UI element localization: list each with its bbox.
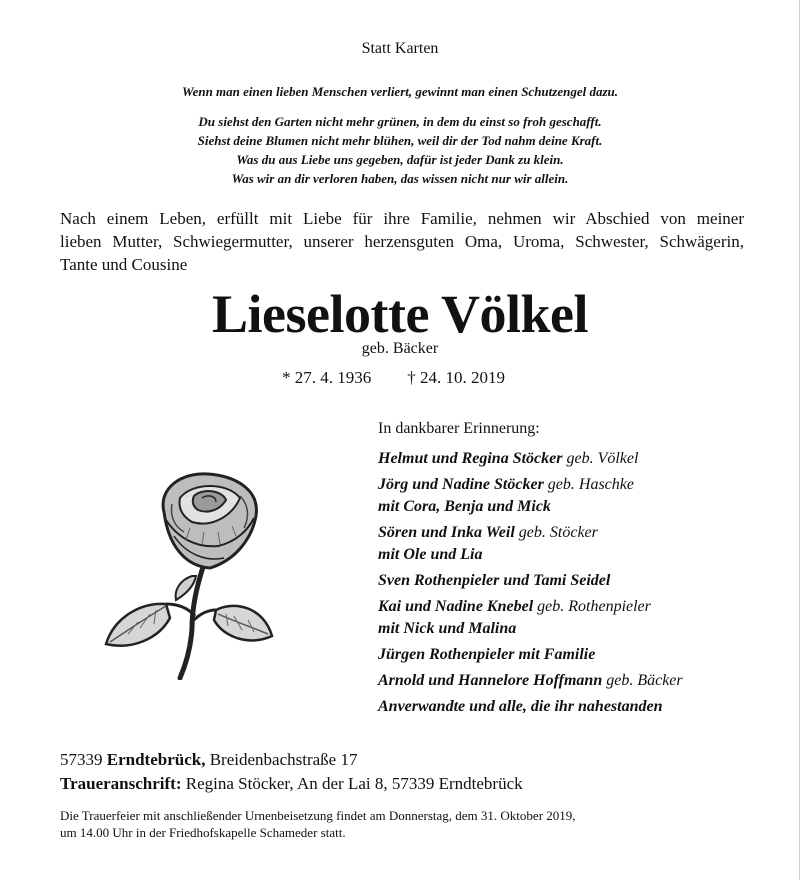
address-block (60, 748, 523, 796)
family-entry (378, 448, 778, 470)
intro-line: lieben Mutter, Schwiegermutter, unserer herzensguten Oma, Uroma, Schwester, Schwägerin, (60, 232, 744, 251)
death-date: † 24. 10. 2019 (407, 368, 505, 387)
maiden-name: geb. Bäcker (361, 340, 439, 357)
family-children: mit Cora, Benja und Mick (378, 498, 551, 515)
family-names: Arnold und Hannelore Hoffmann (378, 672, 603, 689)
town: Erndtebrück, (106, 750, 206, 769)
family-note: geb. Rothenpieler (533, 598, 651, 615)
rose-icon (100, 468, 300, 680)
poem-line: Was du aus Liebe uns gegeben, dafür ist jeder Dank zu klein. (236, 152, 564, 167)
street: Breidenbachstraße 17 (209, 750, 358, 769)
ceremony-line: Die Trauerfeier mit anschließender Urnenbeisetzung findet am Donnerstag, dem 31. Oktober 2019, (60, 808, 576, 823)
family-entry (378, 474, 778, 518)
family-names: Kai und Nadine Knebel (378, 598, 534, 615)
family-entry (378, 670, 778, 692)
family-note: geb. Völkel (562, 450, 639, 467)
zip-code: 57339 (60, 750, 103, 769)
family-entry (378, 696, 778, 718)
family-names: Helmut und Regina Stöcker (378, 450, 563, 467)
birth-date: * 27. 4. 1936 (282, 368, 372, 387)
family-entry (378, 644, 778, 666)
mourning-address-label: Traueranschrift: (60, 774, 182, 793)
mourning-address-value: Regina Stöcker, An der Lai 8, 57339 Erndtebrück (185, 774, 523, 793)
mourning-address (60, 772, 523, 796)
family-children: mit Ole und Lia (378, 546, 483, 563)
motto: Wenn man einen lieben Menschen verliert, gewinnt man einen Schutzengel dazu. (181, 84, 619, 99)
poem-line: Was wir an dir verloren haben, das wissen nicht nur wir allein. (231, 171, 569, 186)
intro-paragraph (60, 207, 744, 276)
family-list (378, 420, 778, 722)
home-address (60, 748, 523, 772)
poem-line: Siehst deine Blumen nicht mehr blühen, weil dir der Tod nahm deine Kraft. (197, 133, 603, 148)
intro-line: Nach einem Leben, erfüllt mit Liebe für ihre Familie, nehmen wir Abschied von meiner (60, 209, 744, 228)
poem (0, 112, 800, 188)
family-note: geb. Haschke (543, 476, 634, 493)
family-names: Anverwandte und alle, die ihr nahestanden (378, 698, 663, 715)
family-children: mit Nick und Malina (378, 620, 517, 637)
header-text: Statt Karten (361, 40, 439, 57)
family-names: Jörg und Nadine Stöcker (378, 476, 544, 493)
family-entry (378, 596, 778, 640)
ceremony-info (60, 807, 750, 841)
deceased-name: Lieselotte Völkel (212, 284, 588, 344)
family-note: geb. Bäcker (602, 672, 683, 689)
family-entry (378, 570, 778, 592)
family-intro: In dankbarer Erinnerung: (378, 420, 540, 437)
life-dates (282, 368, 505, 388)
family-names: Sven Rothenpieler und Tami Seidel (378, 572, 611, 589)
family-entry (378, 522, 778, 566)
family-note: geb. Stöcker (514, 524, 598, 541)
ceremony-line: um 14.00 Uhr in der Friedhofskapelle Schameder statt. (60, 825, 346, 840)
poem-line: Du siehst den Garten nicht mehr grünen, in dem du einst so froh geschafft. (198, 114, 602, 129)
family-names: Jürgen Rothenpieler mit Familie (378, 646, 596, 663)
family-names: Sören und Inka Weil (378, 524, 515, 541)
intro-line: Tante und Cousine (60, 255, 188, 274)
